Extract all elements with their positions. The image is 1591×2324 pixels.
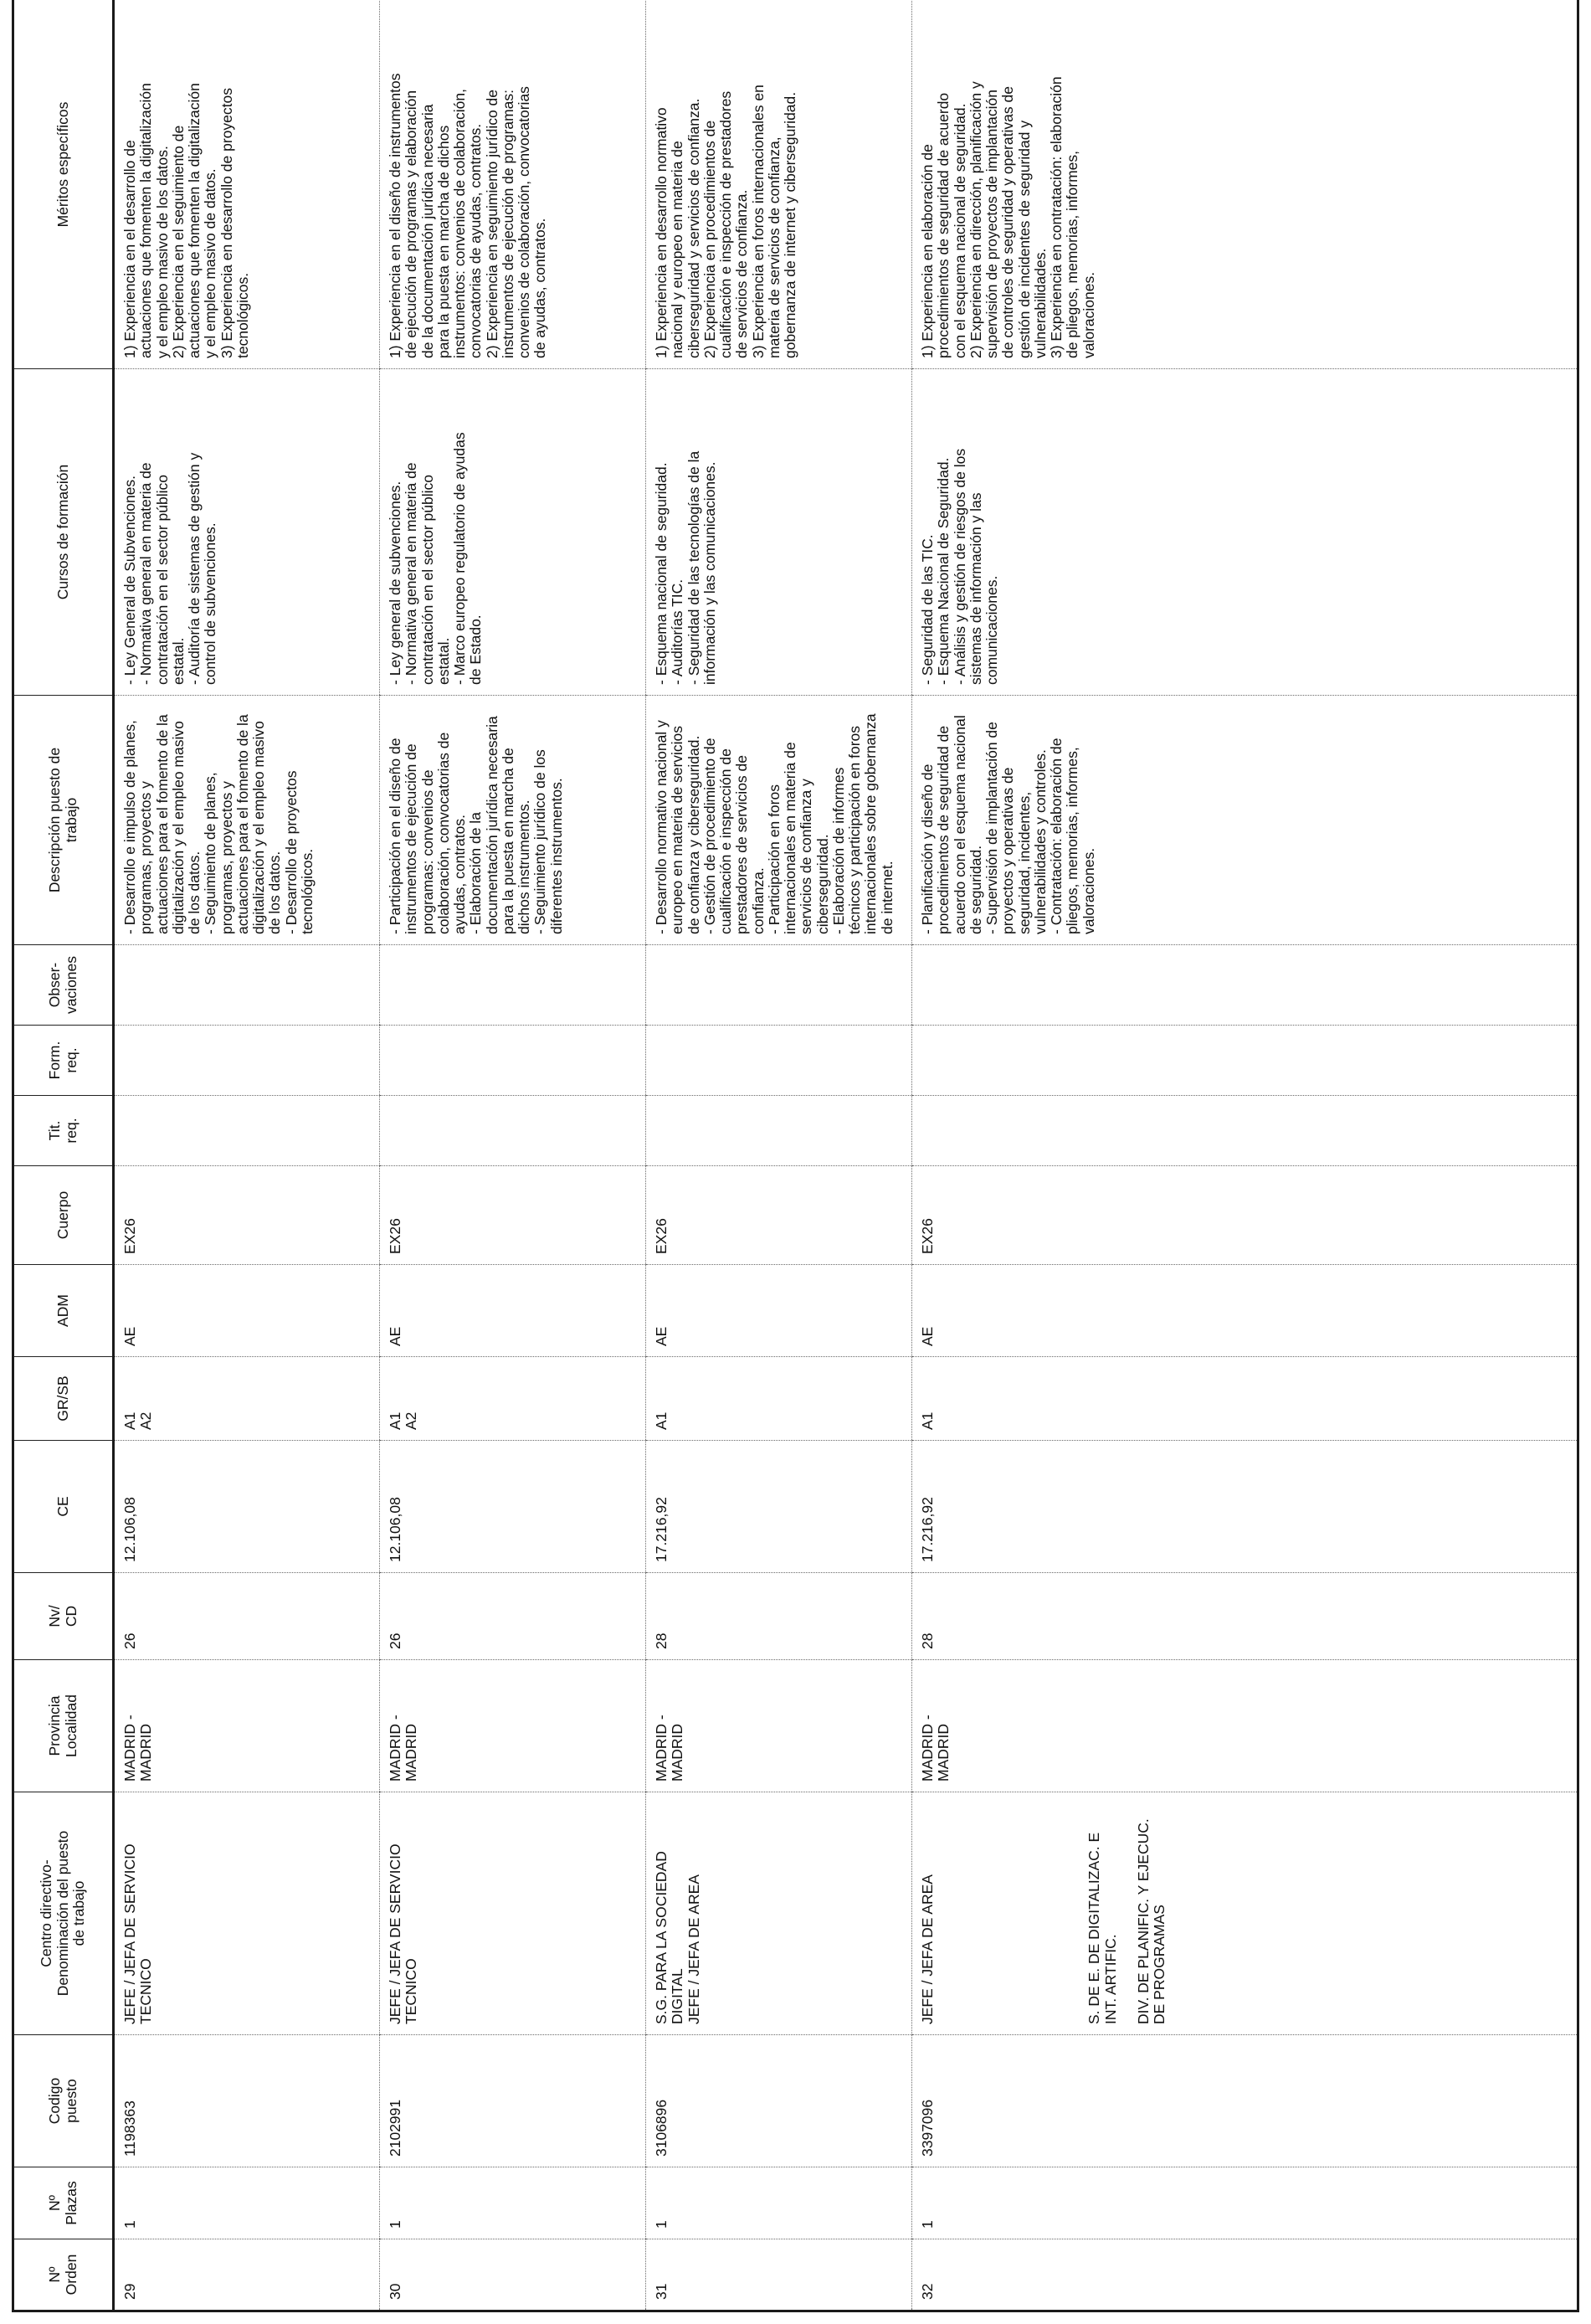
- header-cursos: Cursos de formación: [13, 369, 114, 696]
- cell-plazas: 1: [646, 2167, 912, 2239]
- cell-plazas: 1: [912, 2167, 1578, 2239]
- cell-descripcion: - Planificación y diseño de procedimientos de seguridad de acuerdo con el esquema nacional de seguridad. - Supervisión de implantación de proyectos y operativas de seguridad, incidentes, vulnerabilidades y controles. - Contratación: elaboración de pliegos, memorias, informes, valoraciones.: [912, 696, 1578, 945]
- header-provincia: Provincia Localidad: [13, 1660, 114, 1792]
- cell-meritos: 1) Experiencia en desarrollo normativo nacional y europeo en materia de ciberseguridad y servicios de confianza. 2) Experiencia en procedimientos de cualificación e inspección de prestadores de servicios de confianza. 3) Experiencia en foros internacionales en materia de servicios de confianza, gobernanza de internet y ciberseguridad.: [646, 0, 912, 369]
- header-observaciones: Obser- vaciones: [13, 945, 114, 1026]
- cell-ce: 12.106,08: [114, 1441, 380, 1573]
- cell-adm: AE: [912, 1265, 1578, 1357]
- header-grupo: GR/SB: [13, 1357, 114, 1441]
- cell-cuerpo: EX26: [912, 1166, 1578, 1265]
- cell-observaciones: [114, 945, 380, 1026]
- cell-grupo: A1 A2: [114, 1357, 380, 1441]
- header-centro: Centro directivo- Denominación del puesto de trabajo: [13, 1792, 114, 2035]
- cell-nivel: 28: [646, 1573, 912, 1660]
- cell-titulacion: [646, 1096, 912, 1166]
- cell-orden: 32: [912, 2239, 1578, 2311]
- cell-cursos: - Esquema nacional de seguridad. - Auditorías TIC. - Seguridad de las tecnologías de la información y las comunicaciones.: [646, 369, 912, 696]
- unit-secretaria: S. DE E. DE DIGITALIZAC. E INT. ARTIFIC.: [1085, 1832, 1119, 2024]
- cell-provincia: MADRID - MADRID: [646, 1660, 912, 1792]
- job-positions-table: [12, 0, 1579, 2312]
- cell-adm: AE: [646, 1265, 912, 1357]
- cell-unidad: S.G. PARA LA SOCIEDAD DIGITAL: [653, 1851, 686, 2024]
- cell-titulacion: [114, 1096, 380, 1166]
- cell-grupo: A1 A2: [380, 1357, 646, 1441]
- cell-ce: 17.216,92: [646, 1441, 912, 1573]
- table-row: [380, 0, 646, 2311]
- cell-centro: [912, 1792, 1578, 2035]
- cell-plazas: 1: [380, 2167, 646, 2239]
- cell-cuerpo: EX26: [646, 1166, 912, 1265]
- header-descripcion: Descripción puesto de trabajo: [13, 696, 114, 945]
- cell-denominacion: JEFE / JEFA DE SERVICIO TECNICO: [121, 1843, 155, 2024]
- cell-orden: 29: [114, 2239, 380, 2311]
- cell-codigo: 2102991: [380, 2035, 646, 2167]
- cell-provincia: MADRID - MADRID: [380, 1660, 646, 1792]
- table-row: [114, 0, 380, 2311]
- cell-nivel: 26: [114, 1573, 380, 1660]
- cell-provincia: MADRID - MADRID: [912, 1660, 1578, 1792]
- cell-descripcion: - Desarrollo e impulso de planes, programas, proyectos y actuaciones para el fomento de la digitalización y el empleo masivo de los datos. - Seguimiento de planes, programas, proyectos y actuaciones para el fomento de la digitalización y el empleo masivo de los datos. - Desarrollo de proyectos tecnológicos.: [114, 696, 380, 945]
- header-plazas: Nº Plazas: [13, 2167, 114, 2239]
- cell-centro: [114, 1792, 380, 2035]
- cell-descripcion: - Desarrollo normativo nacional y europeo en materia de servicios de confianza y ciberseguridad. - Gestión de procedimiento de cualificación e inspección de prestadores de servicios de confianza. - Participación en foros internacionales en materia de servicios de confianza y ciberseguridad. - Elaboración de informes técnicos y participación en foros internacionales sobre gobernanza de internet.: [646, 696, 912, 945]
- cell-formacion: [912, 1026, 1578, 1096]
- cell-provincia: MADRID - MADRID: [114, 1660, 380, 1792]
- header-ce: CE: [13, 1441, 114, 1573]
- header-codigo: Codigo puesto: [13, 2035, 114, 2167]
- cell-orden: 31: [646, 2239, 912, 2311]
- cell-denominacion: JEFE / JEFA DE SERVICIO TECNICO: [387, 1843, 420, 2024]
- cell-formacion: [114, 1026, 380, 1096]
- cell-cuerpo: EX26: [380, 1166, 646, 1265]
- cell-codigo: 3397096: [912, 2035, 1578, 2167]
- cell-cuerpo: EX26: [114, 1166, 380, 1265]
- cell-centro: [646, 1792, 912, 2035]
- header-formacion: Form. req.: [13, 1026, 114, 1096]
- table-row: [646, 0, 912, 2311]
- cell-adm: AE: [114, 1265, 380, 1357]
- cell-nivel: 26: [380, 1573, 646, 1660]
- unit-division: DIV. DE PLANIFIC. Y EJECUC. DE PROGRAMAS: [1134, 1818, 1168, 2024]
- header-nivel: Nv/ CD: [13, 1573, 114, 1660]
- cell-denominacion: JEFE / JEFA DE AREA: [685, 1874, 702, 2024]
- cell-meritos: 1) Experiencia en el diseño de instrumentos de ejecución de programas y elaboración de la documentación jurídica necesaria para la puesta en marcha de dichos instrumentos: convenios de colaboración, convocatorias de ayudas, contratos. 2) Experiencia en seguimiento jurídico de instrumentos de ejecución de programas: convenios de colaboración, convocatorias de ayudas, contratos.: [380, 0, 646, 369]
- cell-codigo: 1198363: [114, 2035, 380, 2167]
- cell-orden: 30: [380, 2239, 646, 2311]
- header-titulacion: Tit. req.: [13, 1096, 114, 1166]
- cell-titulacion: [912, 1096, 1578, 1166]
- cell-meritos: 1) Experiencia en el desarrollo de actuaciones que fomenten la digitalización y el empleo masivo de los datos. 2) Experiencia en el seguimiento de actuaciones que fomenten la digitalización y el empleo masivo de datos. 3) Experiencia en desarrollo de proyectos tecnológicos.: [114, 0, 380, 369]
- cell-observaciones: [646, 945, 912, 1026]
- header-adm: ADM: [13, 1265, 114, 1357]
- cell-denominacion: JEFE / JEFA DE AREA: [919, 1874, 936, 2024]
- cell-adm: AE: [380, 1265, 646, 1357]
- cell-nivel: 28: [912, 1573, 1578, 1660]
- cell-formacion: [380, 1026, 646, 1096]
- table-row: [912, 0, 1578, 2311]
- cell-ce: 17.216,92: [912, 1441, 1578, 1573]
- header-row: [13, 0, 114, 2311]
- cell-formacion: [646, 1026, 912, 1096]
- cell-centro: [380, 1792, 646, 2035]
- cell-titulacion: [380, 1096, 646, 1166]
- cell-codigo: 3106896: [646, 2035, 912, 2167]
- cell-plazas: 1: [114, 2167, 380, 2239]
- cell-descripcion: - Participación en el diseño de instrumentos de ejecución de programas: convenios de colaboración, convocatorias de ayudas, contratos. - Elaboración de la documentación jurídica necesaria para la puesta en marcha de dichos instrumentos. - Seguimiento jurídico de los diferentes instrumentos.: [380, 696, 646, 945]
- cell-cursos: - Ley general de subvenciones. - Normativa general en materia de contratación en el sector público estatal. - Marco europeo regulatorio de ayudas de Estado.: [380, 369, 646, 696]
- header-cuerpo: Cuerpo: [13, 1166, 114, 1265]
- cell-observaciones: [380, 945, 646, 1026]
- cell-grupo: A1: [646, 1357, 912, 1441]
- cell-ce: 12.106,08: [380, 1441, 646, 1573]
- header-orden: Nº Orden: [13, 2239, 114, 2311]
- cell-observaciones: [912, 945, 1578, 1026]
- cell-cursos: - Seguridad de las TIC. - Esquema Nacional de Seguridad. - Análisis y gestión de riesgos de los sistemas de información y las comunicaciones.: [912, 369, 1578, 696]
- cell-cursos: - Ley General de Subvenciones. - Normativa general en materia de contratación en el sector público estatal. - Auditoría de sistemas de gestión y control de subvenciones.: [114, 369, 380, 696]
- header-meritos: Méritos específicos: [13, 0, 114, 369]
- cell-grupo: A1: [912, 1357, 1578, 1441]
- cell-meritos: 1) Experiencia en elaboración de procedimientos de seguridad de acuerdo con el esquema nacional de seguridad. 2) Experiencia en dirección, planificación y supervisión de proyectos de implantación de controles de seguridad y operativas de gestión de incidentes de seguridad y vulnerabilidades. 3) Experiencia en contratación: elaboración de pliegos, memorias, informes, valoraciones.: [912, 0, 1578, 369]
